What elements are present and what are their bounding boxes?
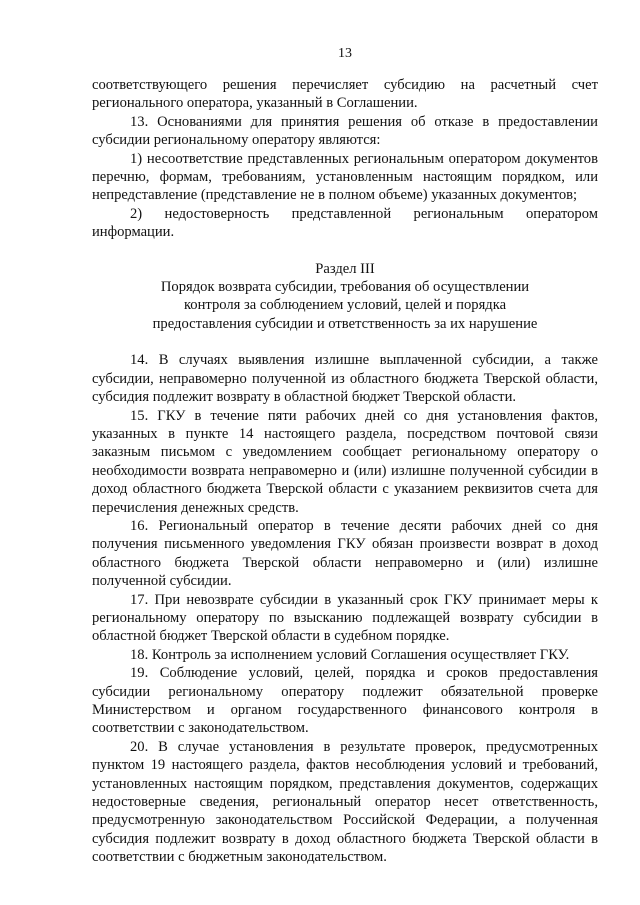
section-title-line: предоставления субсидии и ответственность за их нарушение [152, 315, 538, 332]
paragraph-13: 13. Основаниями для принятия решения об отказе в предоставлении субсидии региональному оператору являются: [92, 113, 598, 149]
paragraph-16: 16. Региональный оператор в течение десяти рабочих дней со дня получения письменного уведомления ГКУ обязан произвести возврат в доход областного бюджета Тверской области неправомерно и (или) излишне полученной субсидии. [92, 517, 598, 590]
paragraph-15: 15. ГКУ в течение пяти рабочих дней со дня установления фактов, указанных в пункте 14 настоящего раздела, посредством почтовой связи заказным письмом с уведомлением сообщает региональному оператору о необходимости возврата неправомерно и (или) излишне полученной субсидии в доход областного бюджета Тверской области с указанием реквизитов счета для перечисления денежных средств. [92, 407, 598, 516]
section-label: Раздел III [315, 260, 375, 277]
list-item-13-2: 2) недостоверность представленной региональным оператором информации. [92, 205, 598, 241]
paragraph-18: 18. Контроль за исполнением условий Соглашения осуществляет ГКУ. [130, 646, 570, 663]
page-number: 13 [338, 46, 352, 61]
paragraph-17: 17. При невозврате субсидии в указанный срок ГКУ принимает меры к региональному оператору по взысканию подлежащей возврату субсидии в областной бюджет Тверской области в судебном порядке. [92, 591, 598, 645]
section-title-line: контроля за соблюдением условий, целей и порядка [183, 297, 507, 314]
list-item-13-1: 1) несоответствие представленных региональным оператором документов перечню, формам, требованиям, установленным настоящим порядком, или непредставление (представление не в полном объеме) указанных документов; [92, 150, 598, 204]
paragraph-20: 20. В случае установления в результате проверок, предусмотренных пунктом 19 настоящего раздела, фактов несоблюдения условий и требований, установленных настоящим порядком, представления документов, содержащих недостоверные сведения, региональный оператор несет ответственность, предусмотренную законодательством Российской Федерации, а полученная субсидия подлежит возврату в доход областного бюджета Тверской области в соответствии с бюджетным законодательством. [92, 738, 598, 866]
document-page [92, 0, 598, 905]
paragraph-19: 19. Соблюдение условий, целей, порядка и сроков предоставления субсидии региональному оператору подлежит обязательной проверке Министерством и органом государственного финансового контроля в соответствии с законодательством. [92, 665, 598, 737]
paragraph-continuation: соответствующего решения перечисляет субсидию на расчетный счет регионального оператора, указанный в Соглашении. [92, 77, 598, 112]
paragraph-14: 14. В случаях выявления излишне выплаченной субсидии, а также субсидии, неправомерно полученной из областного бюджета Тверской области, субсидия подлежит возврату в областной бюджет Тверской области. [92, 352, 598, 406]
section-title [92, 278, 598, 333]
document-body [92, 76, 598, 867]
section-title-line: Порядок возврата субсидии, требования об осуществлении [160, 279, 530, 296]
